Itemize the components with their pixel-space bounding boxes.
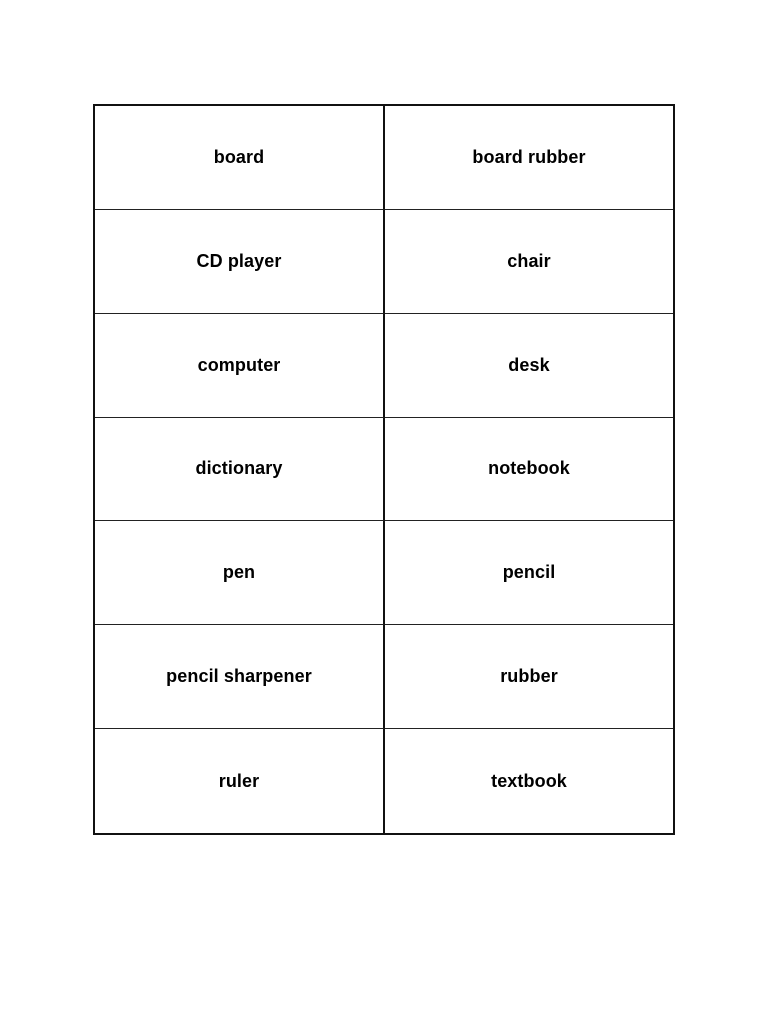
card-textbook <box>385 729 673 833</box>
card-cd-player <box>95 210 385 314</box>
card-dictionary <box>95 418 385 522</box>
card-label: desk <box>508 354 550 375</box>
card-label: board <box>213 146 265 167</box>
card-desk <box>385 314 673 418</box>
card-label: textbook <box>491 770 567 791</box>
card-chair <box>385 210 673 314</box>
card-label: computer <box>197 354 281 375</box>
card-computer <box>95 314 385 418</box>
card-label: pencil <box>502 562 556 583</box>
card-pencil-sharpener <box>95 625 385 729</box>
card-label: pen <box>222 562 256 583</box>
card-rubber <box>385 625 673 729</box>
card-label: pencil sharpener <box>166 666 312 687</box>
card-label: rubber <box>500 666 558 687</box>
card-board <box>95 106 385 210</box>
card-label: chair <box>507 250 551 271</box>
card-notebook <box>385 418 673 522</box>
vocabulary-card-table <box>93 104 675 835</box>
card-board-rubber <box>385 106 673 210</box>
card-label: dictionary <box>195 458 283 479</box>
card-label: CD player <box>196 250 282 271</box>
card-label: ruler <box>218 770 260 791</box>
card-label: board rubber <box>472 146 586 167</box>
card-label: notebook <box>488 458 570 479</box>
card-ruler <box>95 729 385 833</box>
card-pencil <box>385 521 673 625</box>
card-pen <box>95 521 385 625</box>
